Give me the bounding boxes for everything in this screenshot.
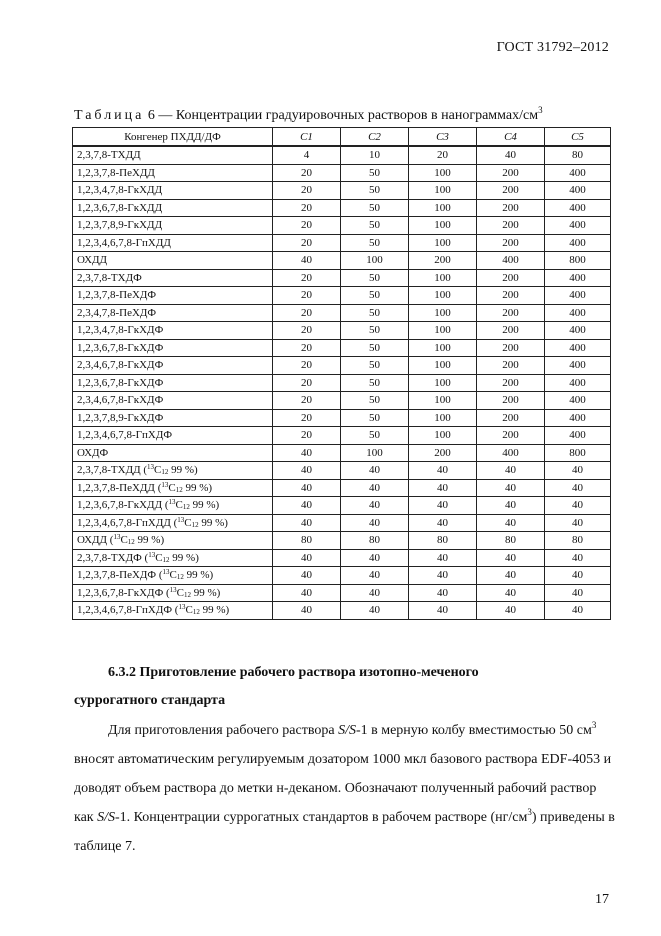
concentration-c1-cell: 40	[273, 602, 341, 620]
text-run: 2,3,4,6,7,8-ГкХДФ	[77, 394, 164, 407]
concentration-c4-cell: 200	[477, 409, 545, 427]
concentration-c3-cell: 100	[409, 234, 477, 252]
italic-text: S/S	[97, 810, 115, 825]
column-header-c4: C4	[477, 128, 545, 147]
concentration-c2-cell: 40	[341, 479, 409, 497]
concentration-c2-cell: 50	[341, 392, 409, 410]
concentration-c4-cell: 200	[477, 199, 545, 217]
column-header-c3: C3	[409, 128, 477, 147]
text-run: C	[155, 551, 163, 564]
table-header-row	[73, 128, 611, 147]
column-header-congener: Конгенер ПХДД/ДФ	[73, 128, 273, 147]
table-row	[73, 146, 611, 164]
subscript: 12	[182, 503, 190, 512]
concentration-c5-cell: 400	[545, 392, 611, 410]
concentration-c5-cell: 400	[545, 409, 611, 427]
concentration-c5-cell: 40	[545, 514, 611, 532]
concentration-c1-cell: 20	[273, 234, 341, 252]
congener-name-cell	[73, 584, 273, 602]
concentration-c1-cell: 20	[273, 182, 341, 200]
paragraph-text	[74, 720, 615, 854]
text-run: 2,3,4,6,7,8-ГкХДФ	[77, 359, 164, 372]
concentration-c4-cell: 200	[477, 374, 545, 392]
text-run: C	[169, 569, 177, 582]
table-row	[73, 234, 611, 252]
section-heading	[74, 659, 614, 715]
text-run: 1,2,3,7,8-ПеХДД	[77, 166, 155, 179]
congener-name-cell	[73, 549, 273, 567]
concentration-c5-cell: 40	[545, 602, 611, 620]
superscript: 13	[168, 498, 176, 507]
concentration-c5-cell: 400	[545, 199, 611, 217]
concentration-c1-cell: 4	[273, 146, 341, 164]
congener-name-cell	[73, 532, 273, 550]
text-run: 99 %)	[198, 516, 228, 529]
column-header-c5: C5	[545, 128, 611, 147]
concentration-c3-cell: 40	[409, 584, 477, 602]
text-run: 1,2,3,4,7,8-ГкХДФ	[77, 324, 164, 337]
concentration-c5-cell: 80	[545, 146, 611, 164]
concentration-c3-cell: 20	[409, 146, 477, 164]
concentration-c1-cell: 20	[273, 269, 341, 287]
text-run: 2,3,7,8-ТХДФ (	[77, 551, 149, 564]
congener-name-cell	[73, 357, 273, 375]
concentration-c4-cell: 200	[477, 304, 545, 322]
superscript: 13	[169, 585, 177, 594]
superscript: 13	[113, 533, 121, 542]
table-row	[73, 514, 611, 532]
congener-name-cell	[73, 199, 273, 217]
concentration-c2-cell: 50	[341, 304, 409, 322]
text-run: C	[184, 516, 192, 529]
text-run: ОХДФ	[77, 446, 109, 459]
concentration-c4-cell: 40	[477, 584, 545, 602]
table-row	[73, 409, 611, 427]
subscript: 12	[176, 573, 184, 582]
congener-name-cell	[73, 427, 273, 445]
table-caption	[74, 105, 614, 124]
concentration-c1-cell: 40	[273, 252, 341, 270]
text-run: Для приготовления рабочего раствора	[108, 723, 339, 738]
text-run: 1,2,3,4,6,7,8-ГпХДД (	[77, 516, 178, 529]
text-run: ОХДД (	[77, 534, 114, 547]
concentration-c4-cell: 40	[477, 146, 545, 164]
superscript: 13	[161, 480, 169, 489]
concentration-c1-cell: 20	[273, 304, 341, 322]
text-run: 99 %)	[169, 551, 199, 564]
table-caption-text: 6 — Концентрации градуировочных растворов в нанограммах/см	[144, 108, 539, 123]
concentration-c2-cell: 50	[341, 269, 409, 287]
concentration-c2-cell: 100	[341, 252, 409, 270]
table-row	[73, 374, 611, 392]
congener-name-cell	[73, 602, 273, 620]
concentration-c3-cell: 80	[409, 532, 477, 550]
concentration-c5-cell: 400	[545, 374, 611, 392]
concentration-c3-cell: 100	[409, 339, 477, 357]
page-number: 17	[595, 892, 609, 907]
superscript: 13	[178, 603, 186, 612]
subscript: 12	[191, 520, 199, 529]
concentration-c5-cell: 400	[545, 234, 611, 252]
concentration-c2-cell: 40	[341, 514, 409, 532]
table-row	[73, 339, 611, 357]
concentration-c2-cell: 40	[341, 497, 409, 515]
concentration-c1-cell: 20	[273, 322, 341, 340]
concentration-c1-cell: 40	[273, 567, 341, 585]
concentration-c5-cell: 40	[545, 497, 611, 515]
concentration-c3-cell: 100	[409, 269, 477, 287]
concentration-c2-cell: 40	[341, 602, 409, 620]
concentration-c3-cell: 40	[409, 462, 477, 480]
concentration-c4-cell: 200	[477, 392, 545, 410]
concentration-c3-cell: 40	[409, 479, 477, 497]
congener-name-cell	[73, 164, 273, 182]
concentration-c3-cell: 100	[409, 392, 477, 410]
text-run: 99 %)	[183, 569, 214, 582]
table-row	[73, 567, 611, 585]
concentration-c4-cell: 40	[477, 567, 545, 585]
concentration-c4-cell: 200	[477, 339, 545, 357]
concentration-c5-cell: 400	[545, 322, 611, 340]
concentration-c1-cell: 80	[273, 532, 341, 550]
concentration-c4-cell: 200	[477, 234, 545, 252]
concentration-c3-cell: 40	[409, 514, 477, 532]
table-row	[73, 497, 611, 515]
concentration-c3-cell: 100	[409, 217, 477, 235]
congener-name-cell	[73, 409, 273, 427]
text-run: -1 в мерную колбу вместимостью 50 см	[355, 723, 592, 738]
concentration-c5-cell: 400	[545, 357, 611, 375]
text-run: C	[176, 586, 185, 599]
concentration-c5-cell: 400	[545, 304, 611, 322]
concentration-c1-cell: 20	[273, 409, 341, 427]
concentration-c5-cell: 400	[545, 182, 611, 200]
concentration-c4-cell: 200	[477, 182, 545, 200]
concentration-c4-cell: 200	[477, 357, 545, 375]
concentration-c2-cell: 40	[341, 567, 409, 585]
text-run: ) приведены в таблице 7.	[74, 810, 615, 854]
table-row	[73, 322, 611, 340]
congener-name-cell	[73, 146, 273, 164]
text-run: 1,2,3,6,7,8-ГкХДФ	[77, 341, 164, 354]
subscript: 12	[127, 538, 135, 547]
concentration-c1-cell: 20	[273, 287, 341, 305]
text-run: 99 %)	[182, 481, 213, 494]
table-row	[73, 462, 611, 480]
text-run: 1,2,3,7,8-ПеХДД (	[77, 481, 162, 494]
congener-name-cell	[73, 287, 273, 305]
text-run: 1,2,3,4,7,8-ГкХДД	[77, 184, 163, 197]
concentration-c1-cell: 40	[273, 584, 341, 602]
concentration-c2-cell: 50	[341, 339, 409, 357]
concentration-c4-cell: 40	[477, 497, 545, 515]
concentration-c1-cell: 20	[273, 164, 341, 182]
text-run: 1,2,3,6,7,8-ГкХДД	[77, 201, 163, 214]
concentration-c1-cell: 20	[273, 427, 341, 445]
text-run: 1,2,3,7,8,9-ГкХДД	[77, 219, 163, 232]
calibration-concentrations-table	[72, 127, 611, 620]
concentration-c3-cell: 100	[409, 409, 477, 427]
congener-name-cell	[73, 304, 273, 322]
superscript: 13	[148, 550, 156, 559]
concentration-c4-cell: 40	[477, 479, 545, 497]
congener-name-cell	[73, 374, 273, 392]
text-run: 1,2,3,4,6,7,8-ГпХДФ (	[77, 604, 179, 617]
table-row	[73, 182, 611, 200]
concentration-c2-cell: 50	[341, 234, 409, 252]
concentration-c4-cell: 40	[477, 514, 545, 532]
concentration-c5-cell: 40	[545, 462, 611, 480]
concentration-c3-cell: 100	[409, 164, 477, 182]
concentration-c5-cell: 800	[545, 444, 611, 462]
concentration-c1-cell: 40	[273, 462, 341, 480]
concentration-c4-cell: 400	[477, 252, 545, 270]
concentration-c1-cell: 20	[273, 339, 341, 357]
table-row	[73, 269, 611, 287]
text-run: 2,3,7,8-ТХДД	[77, 149, 141, 162]
table-row	[73, 217, 611, 235]
section-heading-line-2: суррогатного стандарта	[74, 693, 226, 708]
subscript: 12	[175, 485, 183, 494]
subscript: 12	[192, 608, 200, 617]
text-run: C	[185, 604, 193, 617]
concentration-c2-cell: 50	[341, 164, 409, 182]
concentration-c5-cell: 400	[545, 427, 611, 445]
congener-name-cell	[73, 514, 273, 532]
concentration-c2-cell: 50	[341, 357, 409, 375]
text-run: C	[120, 534, 128, 547]
table-caption-prefix: Таблица	[74, 108, 145, 123]
concentration-c5-cell: 40	[545, 549, 611, 567]
subscript: 12	[184, 590, 192, 599]
table-row	[73, 602, 611, 620]
text-run: 99 %)	[168, 464, 198, 477]
concentration-c1-cell: 20	[273, 199, 341, 217]
text-run: -1. Концентрации суррогатных стандартов в рабочем растворе (нг/см	[115, 810, 528, 825]
concentration-c5-cell: 40	[545, 479, 611, 497]
concentration-c5-cell: 40	[545, 567, 611, 585]
section-paragraph	[74, 716, 616, 861]
congener-name-cell	[73, 479, 273, 497]
concentration-c1-cell: 40	[273, 479, 341, 497]
table-row	[73, 164, 611, 182]
concentration-c1-cell: 40	[273, 514, 341, 532]
concentration-c2-cell: 50	[341, 199, 409, 217]
text-run: 1,2,3,6,7,8-ГкХДФ	[77, 376, 164, 389]
table-row	[73, 357, 611, 375]
concentration-c4-cell: 40	[477, 462, 545, 480]
concentration-c4-cell: 200	[477, 164, 545, 182]
concentration-c3-cell: 40	[409, 549, 477, 567]
congener-name-cell	[73, 217, 273, 235]
concentration-c3-cell: 100	[409, 182, 477, 200]
text-run: 2,3,4,7,8-ПеХДФ	[77, 306, 157, 319]
column-header-c1: C1	[273, 128, 341, 147]
concentration-c4-cell: 40	[477, 602, 545, 620]
concentration-c2-cell: 50	[341, 427, 409, 445]
concentration-c2-cell: 50	[341, 217, 409, 235]
congener-name-cell	[73, 462, 273, 480]
congener-name-cell	[73, 252, 273, 270]
concentration-c1-cell: 40	[273, 549, 341, 567]
concentration-c4-cell: 200	[477, 287, 545, 305]
italic-text: S/S	[338, 723, 356, 738]
text-run: C	[175, 499, 183, 512]
concentration-c2-cell: 50	[341, 182, 409, 200]
congener-name-cell	[73, 269, 273, 287]
text-run: 99 %)	[134, 534, 165, 547]
text-run: 2,3,7,8-ТХДФ	[77, 271, 142, 284]
table-row	[73, 252, 611, 270]
subscript: 12	[162, 555, 170, 564]
concentration-c3-cell: 100	[409, 287, 477, 305]
text-run: 1,2,3,6,7,8-ГкХДФ (	[77, 586, 170, 599]
concentration-c2-cell: 80	[341, 532, 409, 550]
concentration-c1-cell: 20	[273, 374, 341, 392]
table-row	[73, 479, 611, 497]
table-row	[73, 427, 611, 445]
concentration-c2-cell: 40	[341, 549, 409, 567]
concentration-c2-cell: 50	[341, 287, 409, 305]
table-row	[73, 392, 611, 410]
document-standard-number: ГОСТ 31792–2012	[496, 40, 609, 55]
text-run: 99 %)	[199, 604, 230, 617]
text-run: вносят автоматическим регулируемым дозатором 1000 мкл базового раствора EDF-4053 и доводят объем раствора до метки н-деканом. Обозначают полученный рабочий раствор как	[74, 752, 612, 825]
column-header-c2: C2	[341, 128, 409, 147]
text-run: 1,2,3,6,7,8-ГкХДД (	[77, 499, 169, 512]
table-row	[73, 444, 611, 462]
concentration-c3-cell: 100	[409, 357, 477, 375]
text-run: 1,2,3,4,6,7,8-ГпХДФ	[77, 429, 173, 442]
concentration-c1-cell: 20	[273, 357, 341, 375]
concentration-c3-cell: 200	[409, 444, 477, 462]
text-run: C	[168, 481, 176, 494]
concentration-c4-cell: 200	[477, 322, 545, 340]
subscript: 12	[161, 468, 169, 477]
superscript: 3	[591, 720, 597, 730]
concentration-c5-cell: 400	[545, 164, 611, 182]
congener-name-cell	[73, 567, 273, 585]
table-row	[73, 584, 611, 602]
text-run: 99 %)	[191, 586, 221, 599]
concentration-c4-cell: 200	[477, 269, 545, 287]
concentration-c2-cell: 50	[341, 374, 409, 392]
concentration-c5-cell: 400	[545, 217, 611, 235]
congener-name-cell	[73, 339, 273, 357]
table-row	[73, 532, 611, 550]
concentration-c4-cell: 400	[477, 444, 545, 462]
section-heading-line-1: 6.3.2 Приготовление рабочего раствора изотопно-меченого	[108, 665, 479, 680]
text-run: 1,2,3,7,8-ПеХДФ	[77, 289, 157, 302]
text-run: 1,2,3,7,8,9-ГкХДФ	[77, 411, 164, 424]
concentration-c2-cell: 40	[341, 584, 409, 602]
concentration-c2-cell: 50	[341, 322, 409, 340]
concentration-c4-cell: 80	[477, 532, 545, 550]
concentration-c3-cell: 40	[409, 602, 477, 620]
concentration-c1-cell: 20	[273, 392, 341, 410]
congener-name-cell	[73, 322, 273, 340]
text-run: C	[154, 464, 162, 477]
concentration-c3-cell: 40	[409, 497, 477, 515]
concentration-c5-cell: 40	[545, 584, 611, 602]
superscript: 13	[147, 463, 154, 472]
concentration-c3-cell: 100	[409, 199, 477, 217]
superscript: 13	[177, 515, 185, 524]
congener-name-cell	[73, 392, 273, 410]
concentration-c4-cell: 200	[477, 427, 545, 445]
concentration-c4-cell: 40	[477, 549, 545, 567]
text-run: 1,2,3,4,6,7,8-ГпХДД	[77, 236, 171, 249]
concentration-c2-cell: 100	[341, 444, 409, 462]
congener-name-cell	[73, 182, 273, 200]
concentration-c5-cell: 80	[545, 532, 611, 550]
concentration-c2-cell: 40	[341, 462, 409, 480]
concentration-c3-cell: 100	[409, 322, 477, 340]
text-run: ОХДД	[77, 254, 108, 267]
concentration-c1-cell: 40	[273, 497, 341, 515]
concentration-c1-cell: 20	[273, 217, 341, 235]
concentration-c5-cell: 400	[545, 339, 611, 357]
concentration-c3-cell: 40	[409, 567, 477, 585]
concentration-c3-cell: 200	[409, 252, 477, 270]
concentration-c5-cell: 400	[545, 287, 611, 305]
concentration-c4-cell: 200	[477, 217, 545, 235]
table-row	[73, 199, 611, 217]
congener-name-cell	[73, 497, 273, 515]
concentration-c1-cell: 40	[273, 444, 341, 462]
text-run: 1,2,3,7,8-ПеХДФ (	[77, 569, 163, 582]
congener-name-cell	[73, 444, 273, 462]
superscript: 3	[527, 807, 532, 817]
concentration-c3-cell: 100	[409, 304, 477, 322]
table-body	[73, 146, 611, 619]
concentration-c5-cell: 400	[545, 269, 611, 287]
text-run: 99 %)	[189, 499, 220, 512]
table-row	[73, 304, 611, 322]
concentration-c3-cell: 100	[409, 427, 477, 445]
concentration-c2-cell: 10	[341, 146, 409, 164]
concentration-c2-cell: 50	[341, 409, 409, 427]
superscript: 13	[162, 568, 170, 577]
concentration-c3-cell: 100	[409, 374, 477, 392]
table-row	[73, 549, 611, 567]
table-row	[73, 287, 611, 305]
table-caption-superscript: 3	[538, 105, 543, 115]
text-run: 2,3,7,8-ТХДД (	[77, 464, 147, 477]
concentration-c5-cell: 800	[545, 252, 611, 270]
congener-name-cell	[73, 234, 273, 252]
